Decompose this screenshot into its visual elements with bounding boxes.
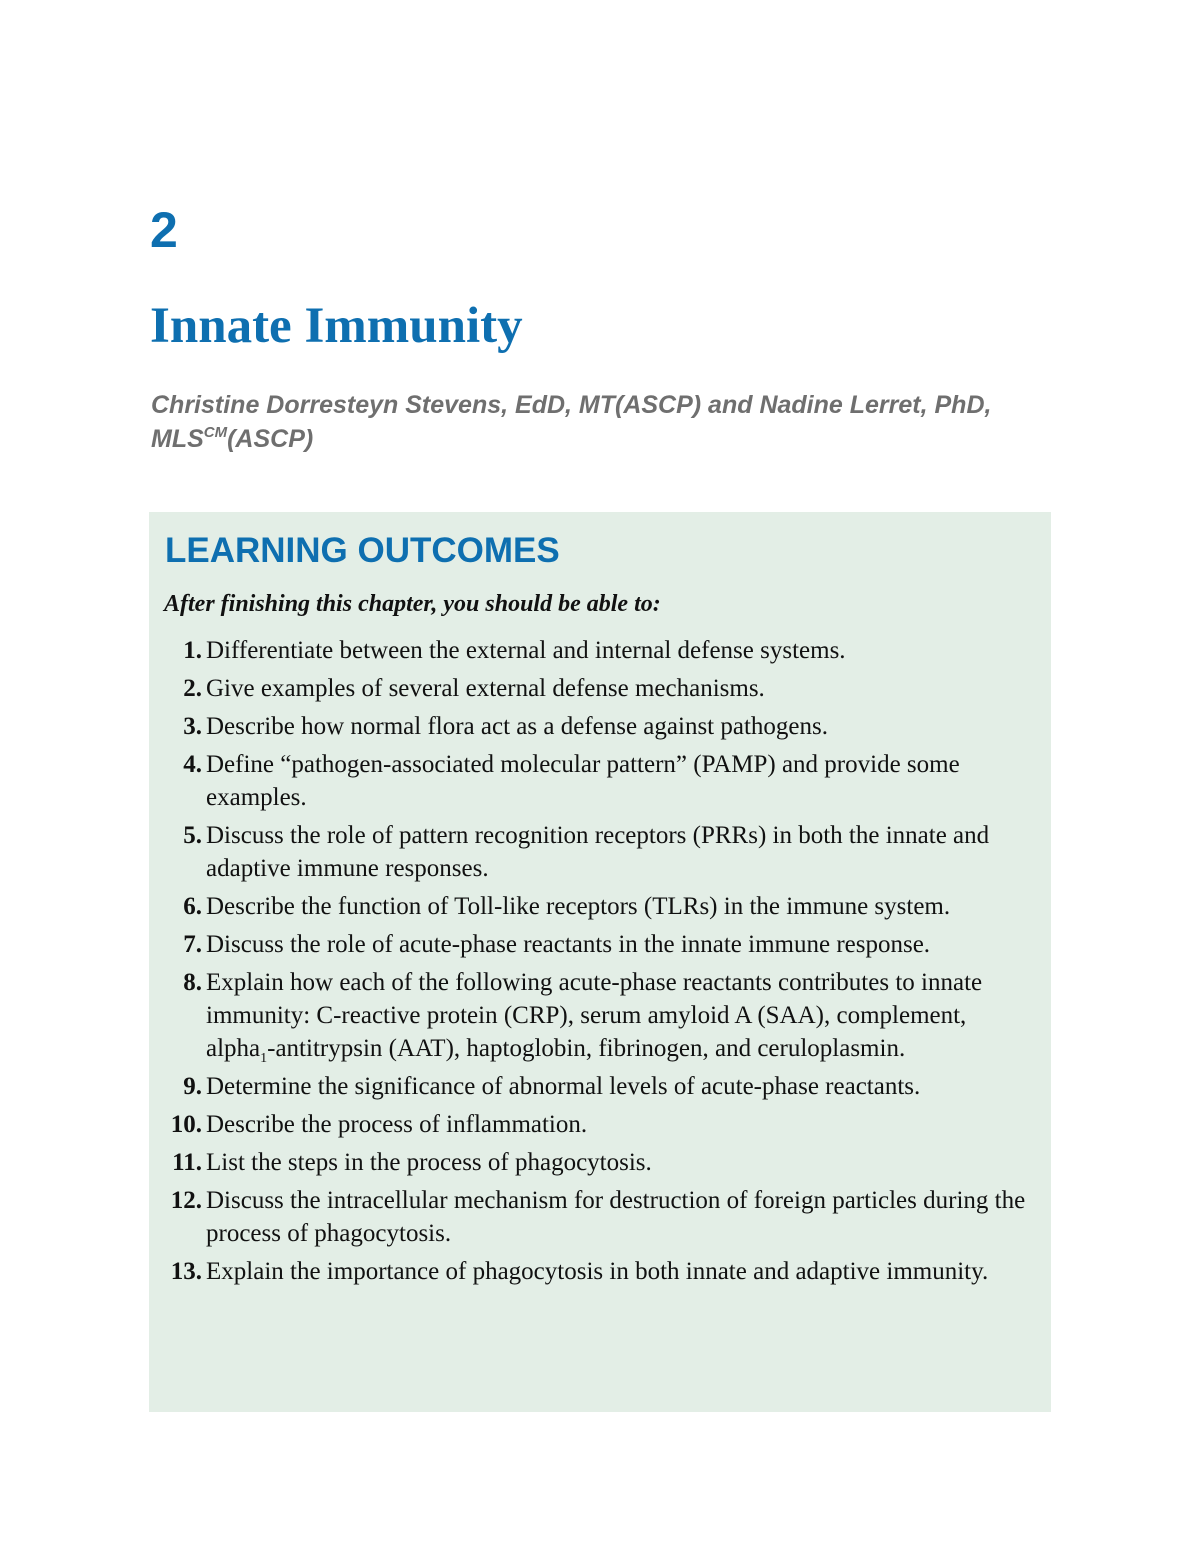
outcome-number: 13. (170, 1258, 202, 1285)
outcome-item-10 (149, 1108, 1051, 1141)
outcome-item-8 (149, 966, 1051, 1065)
outcome-number: 3. (183, 713, 202, 740)
credential-superscript: CM (203, 424, 228, 441)
outcome-number: 10. (170, 1111, 202, 1138)
learning-outcomes-intro: After finishing this chapter, you should be able to: (164, 591, 661, 617)
authors-suffix: (ASCP) (227, 425, 314, 453)
chapter-title: Innate Immunity (150, 298, 523, 354)
outcome-item-1 (149, 634, 1051, 667)
outcome-text: Differentiate between the external and internal defense systems. (206, 637, 846, 664)
outcome-item-13 (149, 1255, 1051, 1288)
chapter-number: 2 (150, 202, 178, 258)
outcome-number: 8. (183, 969, 202, 996)
outcome-item-7 (149, 928, 1051, 961)
outcome-text-part: Explain how each of the following acute-phase reactants contributes to innate immunity: C-reactive protein (CRP), serum amyloid A (SAA), complement, alpha (206, 969, 983, 1062)
outcome-number: 2. (183, 675, 202, 702)
outcome-text: Describe the function of Toll-like receptors (TLRs) in the immune system. (206, 893, 951, 920)
outcome-text: Discuss the role of acute-phase reactants in the innate immune response. (206, 931, 931, 958)
outcome-number: 7. (183, 931, 202, 958)
authors-text: Christine Dorresteyn Stevens, EdD, MT(ASCP) and Nadine Lerret, PhD, MLS (151, 391, 992, 453)
learning-outcomes-heading: LEARNING OUTCOMES (165, 531, 560, 570)
outcome-text: Discuss the role of pattern recognition receptors (PRRs) in both the innate and adaptive immune responses. (206, 822, 990, 882)
outcome-text: Describe the process of inflammation. (206, 1111, 588, 1138)
outcome-number: 11. (172, 1149, 202, 1176)
outcome-number: 4. (183, 751, 202, 778)
outcome-text: Give examples of several external defense mechanisms. (206, 675, 765, 702)
outcome-text: Discuss the intracellular mechanism for destruction of foreign particles during the process of phagocytosis. (206, 1187, 1026, 1247)
outcome-number: 9. (183, 1073, 202, 1100)
outcome-text-part: -antitrypsin (AAT), haptoglobin, fibrinogen, and ceruloplasmin. (267, 1035, 906, 1062)
outcome-number: 6. (183, 893, 202, 920)
outcome-text: List the steps in the process of phagocytosis. (206, 1149, 652, 1176)
outcome-text: Explain the importance of phagocytosis in both innate and adaptive immunity. (206, 1258, 989, 1285)
outcome-text: Define “pathogen-associated molecular pattern” (PAMP) and provide some examples. (206, 751, 960, 811)
outcome-number: 5. (183, 822, 202, 849)
outcome-subscript: 1 (260, 1051, 268, 1066)
chapter-authors (151, 388, 1051, 456)
outcome-item-3 (149, 710, 1051, 743)
outcome-item-12 (149, 1184, 1051, 1250)
outcome-item-11 (149, 1146, 1051, 1179)
outcome-item-2 (149, 672, 1051, 705)
outcome-item-5 (149, 819, 1051, 885)
learning-outcomes-box (149, 512, 1051, 1412)
outcome-text (206, 969, 983, 1066)
outcome-item-9 (149, 1070, 1051, 1103)
outcome-text: Describe how normal flora act as a defense against pathogens. (206, 713, 828, 740)
outcome-number: 12. (170, 1187, 202, 1214)
outcome-text: Determine the significance of abnormal levels of acute-phase reactants. (206, 1073, 921, 1100)
outcome-number: 1. (183, 637, 202, 664)
outcome-item-6 (149, 890, 1051, 923)
outcome-item-4 (149, 748, 1051, 814)
learning-outcomes-list (149, 634, 1051, 1293)
